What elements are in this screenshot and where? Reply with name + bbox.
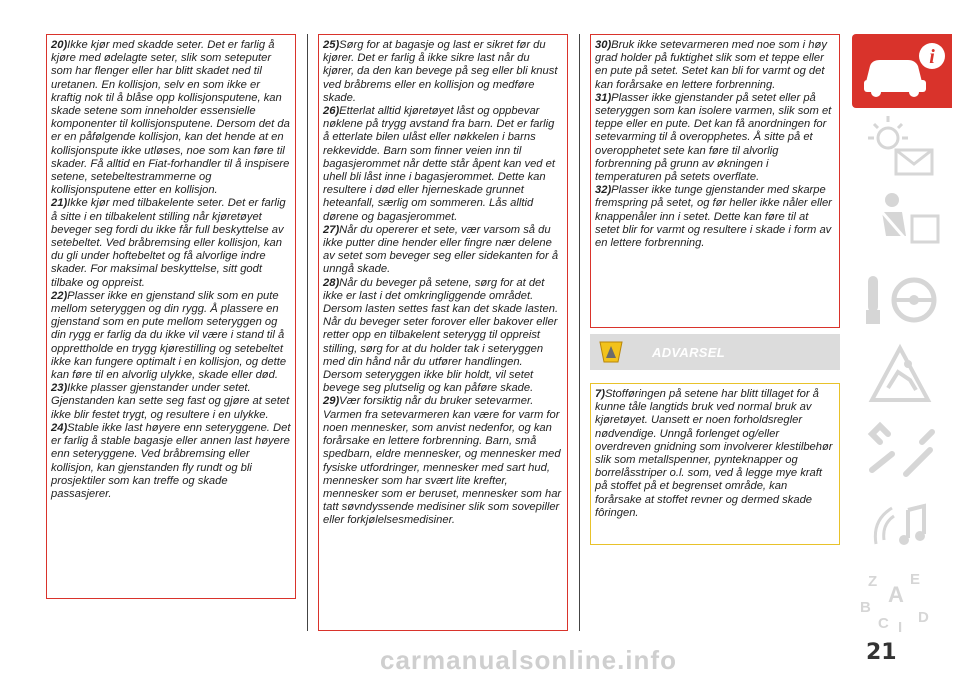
index-icon — [852, 566, 952, 640]
index-letter: A — [888, 582, 904, 607]
index-letter: C — [878, 615, 889, 632]
maintenance-icon — [852, 414, 952, 488]
note-item: 23)Ikke plasser gjenstander under setet. Gjenstanden kan sette seg fast og gjøre at setet ikke blir festet trygt, og resultere i en ulykke. — [51, 382, 290, 421]
note-box-col1 — [46, 34, 296, 599]
chapter-sidebar — [852, 34, 960, 634]
note-item: 31)Plasser ikke gjenstander på setet eller på seteryggen som kan isolere varmen, slik som et teppe eller en pute. Det kan få anordningen for setevarming til å overopphetes. Å sitte på et overopphetet sete kan føre til alvorlig forbrenning på grunn av økningen i temperaturen på setets overflate. — [595, 91, 832, 184]
page-number: 21 — [866, 640, 897, 665]
safety-seatbelt-icon — [852, 186, 952, 260]
svg-text:i: i — [929, 46, 935, 68]
index-letter: E — [910, 571, 921, 588]
emergency-icon — [852, 338, 952, 412]
warning-box — [590, 383, 840, 545]
index-letter: I — [898, 619, 903, 636]
note-item: 25)Sørg for at bagasje og last er sikret før du kjører. Det er farlig å ikke sikre last når du kjører, da den kan bevege på seg eller bli knust ved bråbrems eller en kollisjon og medføre skade. — [323, 39, 558, 104]
index-letter: D — [918, 609, 929, 626]
note-item: 30)Bruk ikke setevarmeren med noe som i høy grad holder på fuktighet slik som et teppe eller en pute på setet. Setet kan bli for varmt og det kan forårsake en lettere forbrenning. — [595, 39, 827, 91]
note-item: 28)Når du beveger på setene, sørg for at det ikke er last i det omkringliggende området. Dersom lasten settes fast kan det skade lasten. Når du beveger seter forover eller bakover eller retter opp en tilbakelent seterygg til oppreist stilling, sørg for at du holder tak i seteryggen med din hånd når du utfører handlingen. Dersom seteryggen ikke blir holdt, vil setet bevege seg plutselig og kan påføre skade. — [323, 276, 559, 395]
dashboard-lights-icon — [852, 110, 952, 184]
note-item: 21)Ikke kjør med tilbakelente seter. Det er farlig å sitte i en tilbakelent stilling når kjøretøyet beveger seg fordi du ikke får full beskyttelse av setebeltet. Ved bråbremsing eller kollisjon, kan du gli under hoftebeltet og få alvorlige indre skader. For maksimal beskyttelse, sitt godt tilbake og oppreist. — [51, 197, 286, 289]
column-divider-2 — [579, 34, 580, 631]
tab-starting[interactable] — [852, 262, 952, 336]
note-box-col3 — [590, 34, 840, 328]
note-item: 26)Etterlat alltid kjøretøyet låst og oppbevar nøklene på trygg avstand fra barn. Det er farlig å etterlate bilen ulåst eller nøkkelen i barns rekkevidde. Barn som finner veien inn til bagasjerommet når dette står åpent kan ved et uhell bli låst inne i bagasjerommet. Dette kan resultere i død eller hjerneskade grunnet heteanfall, særlig om sommeren. Lås alltid dørene og bagasjerommet. — [323, 105, 555, 223]
note-item: 24)Stable ikke last høyere enn seteryggene. Det er farlig å stable bagasje eller annen last høyere enn seteryggene. Ved bråbremsing eller kollisjon, kan gjenstanden fly rundt og bli prosjektiler som kan treffe og skade passasjerer. — [51, 421, 291, 500]
tab-index[interactable] — [852, 566, 952, 640]
column-divider-1 — [307, 34, 308, 631]
note-box-col2 — [318, 34, 568, 631]
car-info-icon — [852, 34, 952, 108]
warning-title: ADVARSEL — [652, 345, 725, 360]
index-letter: B — [860, 599, 871, 616]
note-item: 29)Vær forsiktig når du bruker setevarmer. Varmen fra setevarmeren kan være for varm for noen mennesker, som anvist nedenfor, og kan forårsake en lettere forbrenning. Barn, små spedbarn, eldre mennesker, og mennesker med fysiske utfordringer, mennesker med sart hud, mennesker som har svært lite krefter, mennesker som er beruset, mennesker som har tatt søvndyssende medisiner slik som sovepiller eller forkjølelsesmedisiner. — [323, 395, 562, 527]
note-item: 20)Ikke kjør med skadde seter. Det er farlig å kjøre med ødelagte seter, slik som seteputer som har flenger eller har blitt skadet ned til uretanen. En kollisjon, selv en som ikke er kraftig nok til å blåse opp kollisjonsputene, kan skade setene som inneholder essensielle komponenter til kollisjonsputene. Dersom det da er en påfølgende kollisjon, kan det hende at en kollisjonspute ikke utløses, noe som kan føre til skader. Få alltid en Fiat-forhandler til å inspisere setene, setebeltestrammerne og kollisjonsputene etter en kollisjon. — [51, 39, 290, 197]
starting-driving-icon — [852, 262, 952, 336]
tab-maintenance[interactable] — [852, 414, 952, 488]
tab-safety[interactable] — [852, 186, 952, 260]
warning-item: 7)Stofføringen på setene har blitt tillaget for å kunne tåle langtids bruk ved normal bruk av kjøretøyet. Uansett er noen forholdsregler nødvendige. Unngå forlenget og/eller overdreven gnidning som involverer klestilbehør slik som metallspenner, pynteknapper og borrelåsstriper o.l. som, ved å legge mye kraft på stoffet på et begrenset område, kan forårsake at stoffet revner og dermed skade fôringen. — [595, 388, 833, 519]
tab-dashboard[interactable] — [852, 110, 952, 184]
watermark: carmanualsonline.info — [380, 645, 677, 675]
tab-emergency[interactable] — [852, 338, 952, 412]
tab-car-info[interactable] — [852, 34, 952, 108]
note-item: 27)Når du opererer et sete, vær varsom så du ikke putter dine hender eller fingre nær delene av setet som beveger seg eller sidekanten for å unngå skade. — [323, 223, 559, 276]
note-item: 22)Plasser ikke en gjenstand slik som en pute mellom seteryggen og din rygg. Å plassere en gjenstand som en pute mellom seteryggen og din rygg er farlig da du ikke vil være i stand til å opprettholde en trygg kjørestilling og setebeltet ikke kan fungere optimalt i en kollisjon, og dette kan føre til en alvorlig ulykke, skade eller død. — [51, 289, 287, 382]
warning-header — [590, 334, 840, 370]
index-letter: Z — [868, 573, 878, 590]
tab-multimedia[interactable] — [852, 490, 952, 564]
warning-hand-icon — [596, 338, 626, 366]
note-item: 32)Plasser ikke tunge gjenstander med skarpe fremspring på setet, og før heller ikke nåler eller knappenåler inn i setet. Dette kan føre til at setet blir for varmt og resultere i skade i form av en lettere forbrenning. — [595, 184, 832, 250]
multimedia-icon — [852, 490, 952, 564]
